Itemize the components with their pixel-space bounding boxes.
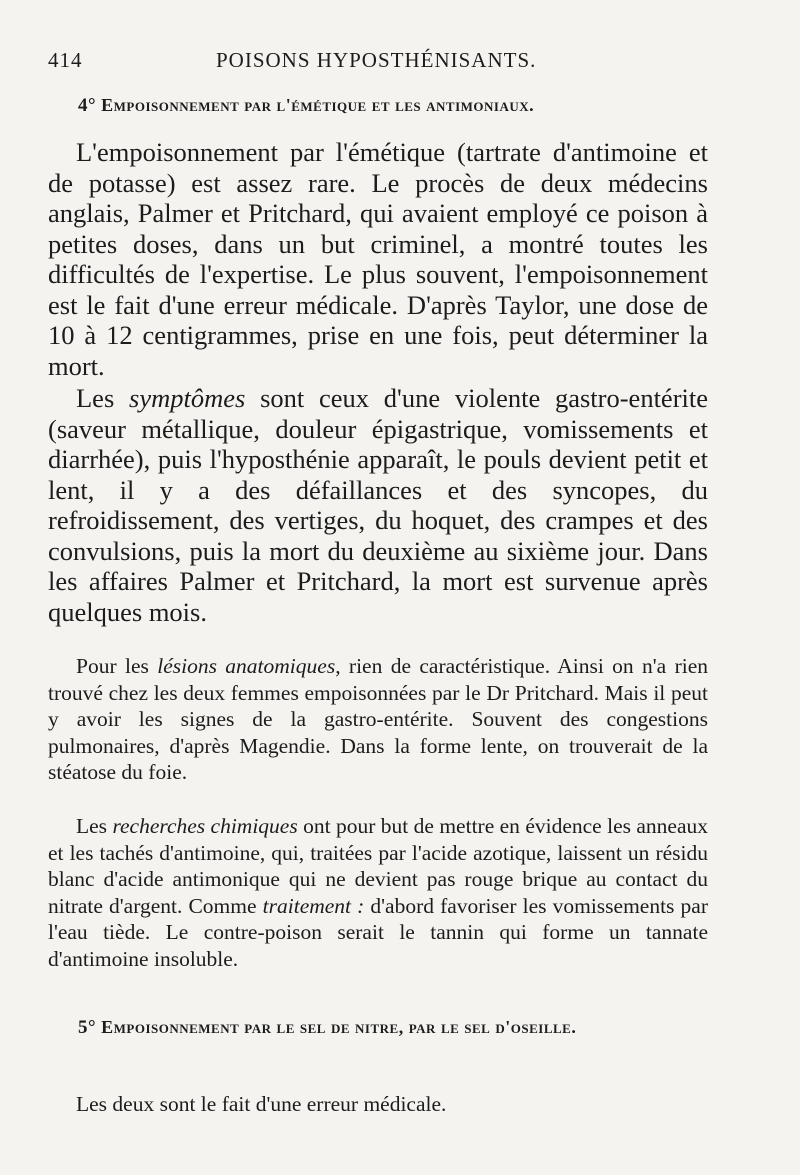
running-title: POISONS HYPOSTHÉNISANTS.: [216, 48, 537, 72]
section-title: Empoisonnement par le sel de nitre, par le sel d'oseille.: [101, 1017, 577, 1037]
italic-term: lésions anatomiques: [157, 654, 336, 678]
paragraph-text: L'empoisonnement par l'émétique (tartrate d'antimoine et de potasse) est assez rare. Le procès de deux médecins anglais, Palmer et Pritchard, qui avaient employé ce poison à petites doses, dans un but criminel, a montré toutes les difficultés de l'expertise. Le plus souvent, l'empoisonnement est le fait d'une erreur médicale. D'après Taylor, une dose de 10 à 12 centigrammes, prise en une fois, peut déterminer la mort.: [48, 137, 708, 381]
paragraph-text: Les: [76, 814, 113, 838]
paragraph-text: Les deux sont le fait d'une erreur médicale.: [76, 1092, 447, 1116]
paragraph-text: Pour les: [76, 654, 158, 678]
paragraph-text: ont pour but de mettre en évidence les anneaux et les tachés d'antimoine, qui, traitées par l'acide azotique, laissent un résidu blanc d'acide antimonique qui ne devient pas rouge brique au contact du nitrate d'argent. Comme: [48, 814, 708, 918]
paragraph-chemical-research: [48, 813, 708, 972]
paragraph-text: , rien de caractéristique. Ainsi on n'a rien trouvé chez les deux femmes empoisonnées par le Dr Pritchard. Mais il peut y avoir les signes de la gastro-entérite. Souvent des congestions pulmonaires, d'après Magendie. Dans la forme lente, on trouverait de la stéatose du foie.: [48, 654, 708, 784]
section-heading-5: [78, 1012, 708, 1043]
section-title: Empoisonnement par l'émétique et les antimoniaux.: [101, 95, 535, 115]
section-number: 4°: [78, 95, 97, 116]
italic-term: traitement :: [262, 893, 365, 918]
paragraph-nitre: [48, 1091, 708, 1118]
paragraph-text: sont ceux d'une violente gastro-entérite (saveur métallique, douleur épigastrique, vomissements et diarrhée), puis l'hyposthénie apparaît, le pouls devient petit et lent, il y a des défaillances et des syncopes, du refroidissement, des vertiges, du hoquet, des crampes et des convulsions, puis la mort du deuxième au sixième jour. Dans les affaires Palmer et Pritchard, la mort est survenue après quelques mois.: [48, 383, 708, 627]
italic-term: recherches chimiques: [112, 814, 298, 838]
page-number: 414: [48, 48, 83, 72]
paragraph-text: d'abord favoriser les vomissements par l'eau tiède. Le contre-poison serait le tannin qui forme un tannate d'antimoine insoluble.: [48, 893, 708, 971]
paragraph-symptoms: [48, 383, 708, 627]
paragraph-lesions: [48, 653, 708, 786]
section-number: 5°: [78, 1017, 97, 1038]
italic-term: symptômes: [129, 383, 246, 413]
section-heading-4: [78, 90, 758, 121]
paragraph-intro: [48, 137, 708, 381]
paragraph-text: Les: [76, 383, 130, 413]
running-head: [48, 48, 748, 80]
